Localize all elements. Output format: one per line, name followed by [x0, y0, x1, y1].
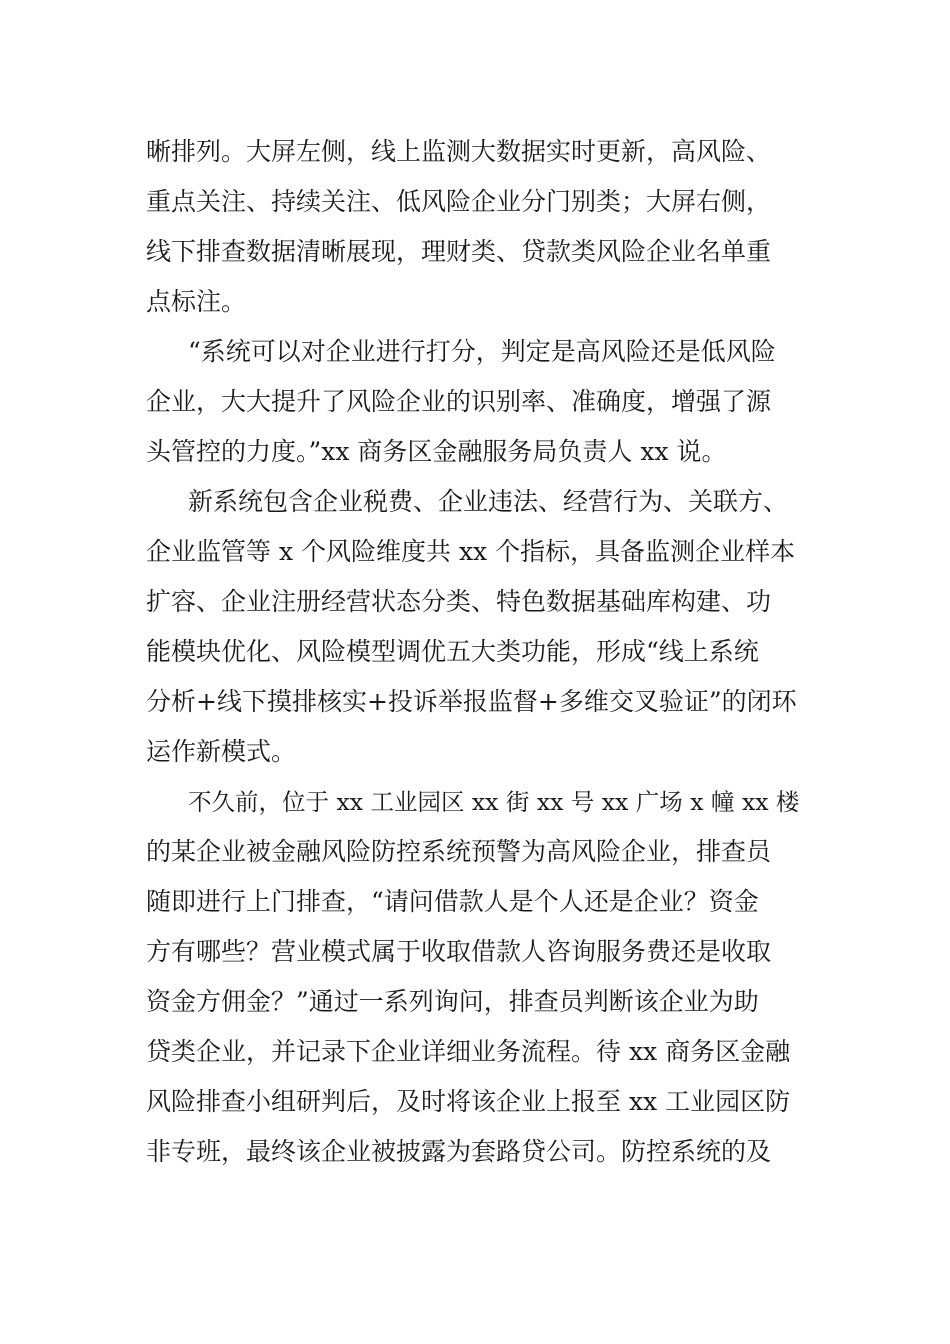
paragraph-3-line-5: 分析+线下摸排核实+投诉举报监督+多维交叉验证”的闭环 — [146, 687, 797, 716]
paragraph-3-line-2: 企业监管等 x 个风险维度共 xx 个指标，具备监测企业样本 — [146, 537, 796, 566]
paragraph-3-line-4: 能模块优化、风险模型调优五大类功能，形成“线上系统 — [146, 637, 759, 666]
paragraph-4-line-5: 资金方佣金？”通过一系列询问，排查员判断该企业为助 — [146, 987, 759, 1016]
paragraph-4-line-1: 不久前，位于 xx 工业园区 xx 街 xx 号 xx 广场 x 幢 xx 楼 — [188, 788, 800, 816]
paragraph-2-line-1: “系统可以对企业进行打分，判定是高风险还是低风险 — [188, 337, 776, 366]
paragraph-1-line-4: 点标注。 — [146, 287, 247, 316]
paragraph-4-line-3: 随即进行上门排查，“请问借款人是个人还是企业？资金 — [146, 887, 759, 916]
paragraph-3-line-6: 运作新模式。 — [146, 737, 297, 766]
paragraph-1-line-2: 重点关注、持续关注、低风险企业分门别类；大屏右侧， — [146, 187, 772, 216]
paragraph-3-line-3: 扩容、企业注册经营状态分类、特色数据基础库构建、功 — [146, 587, 772, 616]
paragraph-4-line-6: 贷类企业，并记录下企业详细业务流程。待 xx 商务区金融 — [146, 1037, 791, 1066]
paragraph-1-line-3: 线下排查数据清晰展现，理财类、贷款类风险企业名单重 — [146, 237, 772, 266]
paragraph-4-line-7: 风险排查小组研判后，及时将该企业上报至 xx 工业园区防 — [146, 1087, 791, 1116]
paragraph-4-line-4: 方有哪些？营业模式属于收取借款人咨询服务费还是收取 — [146, 937, 772, 966]
paragraph-2-line-3: 头管控的力度。”xx 商务区金融服务局负责人 xx 说。 — [146, 437, 727, 466]
paragraph-4-line-8: 非专班，最终该企业被披露为套路贷公司。防控系统的及 — [146, 1137, 772, 1166]
paragraph-4-line-2: 的某企业被金融风险防控系统预警为高风险企业，排查员 — [146, 837, 772, 866]
paragraph-3-line-1: 新系统包含企业税费、企业违法、经营行为、关联方、 — [188, 487, 789, 516]
paragraph-1-line-1: 晰排列。大屏左侧，线上监测大数据实时更新，高风险、 — [146, 137, 772, 166]
paragraph-2-line-2: 企业，大大提升了风险企业的识别率、准确度，增强了源 — [146, 387, 772, 416]
